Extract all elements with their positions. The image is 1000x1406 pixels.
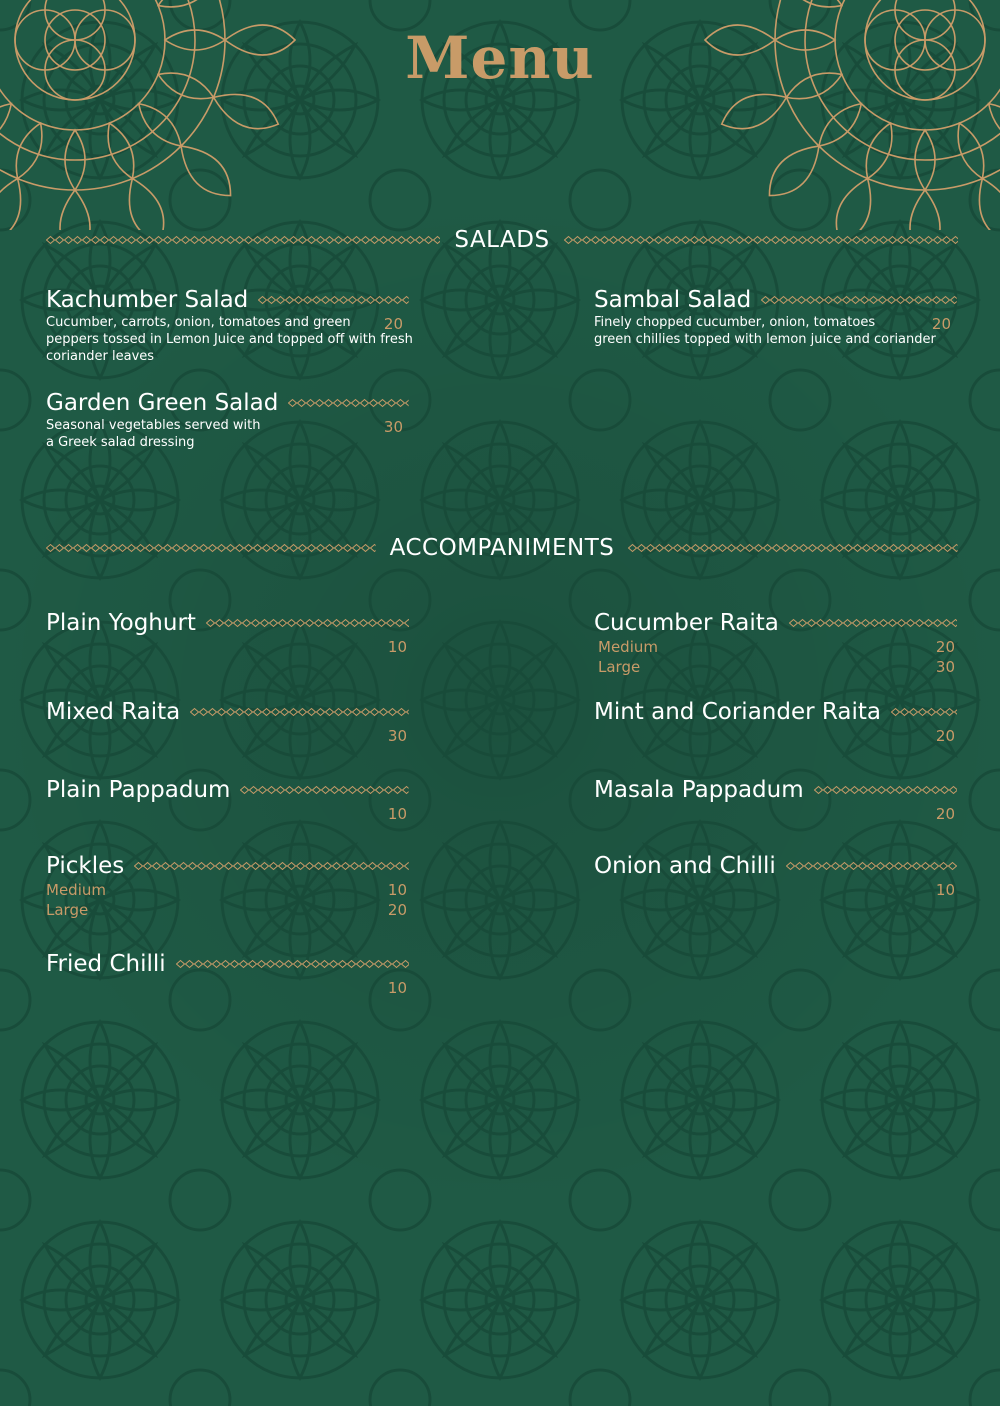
item-price: 30 <box>935 658 955 676</box>
diamond-chain-icon <box>288 398 409 408</box>
item-name: Sambal Salad <box>594 287 752 313</box>
diamond-chain-icon <box>206 618 409 628</box>
diamond-chain-icon <box>786 861 957 871</box>
item-name: Mixed Raita <box>46 699 181 725</box>
menu-item-kachumber-salad <box>46 286 413 365</box>
page-title: Menu <box>405 24 595 92</box>
diamond-chain-icon <box>814 785 957 795</box>
item-variant <box>594 657 957 677</box>
variant-label: Large <box>46 901 89 919</box>
menu-item-plain-pappadum <box>46 776 409 824</box>
item-name: Plain Yoghurt <box>46 610 196 636</box>
item-variant <box>46 880 409 900</box>
item-price: 10 <box>387 881 407 899</box>
diamond-chain-icon <box>628 543 958 553</box>
item-name: Mint and Coriander Raita <box>594 699 881 725</box>
diamond-chain-icon <box>176 959 409 969</box>
item-price: 10 <box>387 805 407 823</box>
menu-item-mixed-raita <box>46 698 409 746</box>
section-title-salads: SALADS <box>454 227 550 253</box>
item-price: 20 <box>935 638 955 656</box>
item-price: 30 <box>387 727 407 745</box>
variant-label: Large <box>598 658 641 676</box>
variant-label: Medium <box>598 638 658 656</box>
menu-item-pickles <box>46 852 409 920</box>
item-name: Fried Chilli <box>46 951 166 977</box>
item-price: 20 <box>935 727 955 745</box>
menu-item-onion-chilli <box>594 852 957 900</box>
item-description: Cucumber, carrots, onion, tomatoes and green peppers tossed in Lemon Juice and topped off with fresh coriander leaves <box>46 315 413 364</box>
menu-item-masala-pappadum <box>594 776 957 824</box>
diamond-chain-icon <box>240 785 409 795</box>
item-description: Seasonal vegetables served with a Greek salad dressing <box>46 418 261 450</box>
item-name: Masala Pappadum <box>594 777 804 803</box>
section-title-accompaniments: ACCOMPANIMENTS <box>389 535 615 561</box>
item-name: Onion and Chilli <box>594 853 776 879</box>
item-variant <box>46 900 409 920</box>
diamond-chain-icon <box>564 235 958 245</box>
menu-item-cucumber-raita <box>594 609 957 677</box>
menu-item-fried-chilli <box>46 950 409 998</box>
section-header-accompaniments <box>46 531 958 565</box>
item-name: Pickles <box>46 853 125 879</box>
section-header-salads <box>46 223 958 257</box>
item-price: 10 <box>387 979 407 997</box>
menu-item-sambal-salad <box>594 286 957 348</box>
item-name: Kachumber Salad <box>46 287 249 313</box>
variant-label: Medium <box>46 881 106 899</box>
menu-item-garden-green-salad <box>46 389 409 451</box>
menu-item-mint-coriander-raita <box>594 698 957 746</box>
menu-item-plain-yoghurt <box>46 609 409 657</box>
item-price: 20 <box>931 315 951 333</box>
item-price: 20 <box>383 315 403 333</box>
item-name: Cucumber Raita <box>594 610 779 636</box>
diamond-chain-icon <box>134 861 409 871</box>
item-variant <box>594 637 957 657</box>
item-price: 10 <box>935 881 955 899</box>
diamond-chain-icon <box>190 707 409 717</box>
item-name: Plain Pappadum <box>46 777 231 803</box>
diamond-chain-icon <box>761 295 957 305</box>
item-name: Garden Green Salad <box>46 390 279 416</box>
item-price: 20 <box>935 805 955 823</box>
diamond-chain-icon <box>789 618 957 628</box>
item-price: 10 <box>387 638 407 656</box>
item-description: Finely chopped cucumber, onion, tomatoes green chillies topped with lemon juice and coriander <box>594 315 936 347</box>
diamond-chain-icon <box>258 295 409 305</box>
item-price: 20 <box>387 901 407 919</box>
item-price: 30 <box>383 418 403 436</box>
diamond-chain-icon <box>891 707 957 717</box>
diamond-chain-icon <box>46 235 440 245</box>
diamond-chain-icon <box>46 543 376 553</box>
